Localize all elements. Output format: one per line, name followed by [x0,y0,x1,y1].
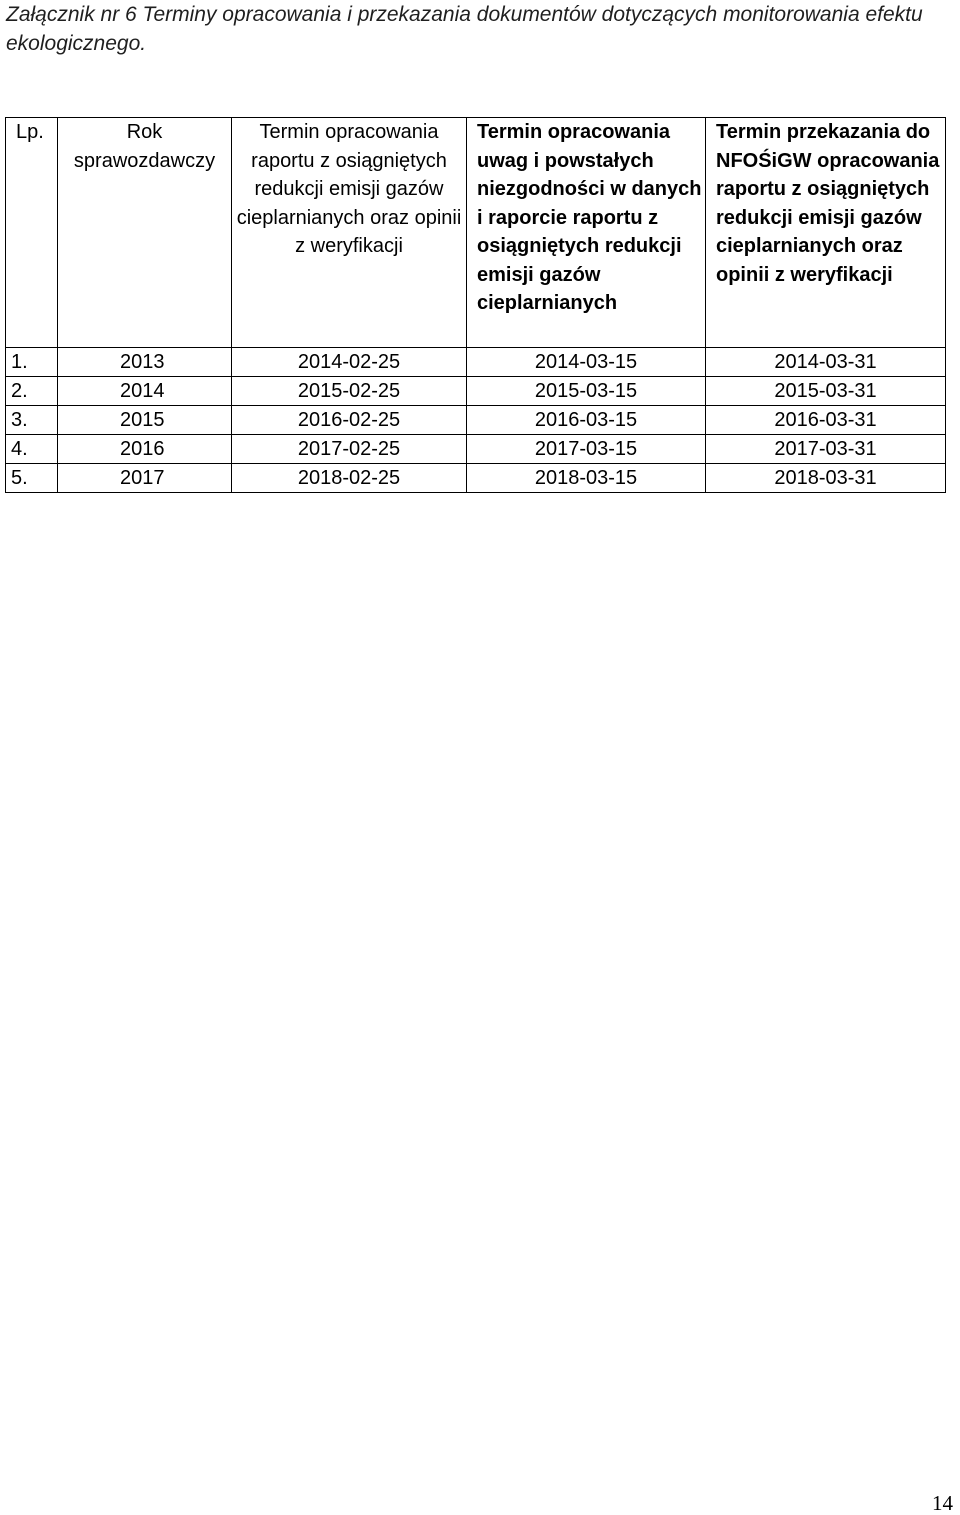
cell-lp: 5. [6,464,58,493]
cell-transfer-date: 2015-03-31 [706,377,946,406]
deadlines-table [5,117,946,493]
cell-remarks-date: 2015-03-15 [467,377,706,406]
cell-transfer-date: 2016-03-31 [706,406,946,435]
cell-year: 2014 [58,377,232,406]
header-report-deadline: Termin opracowania raportu z osiągniętych redukcji emisji gazów cieplarnianych oraz opinii z weryfikacji [232,118,467,348]
cell-report-date: 2014-02-25 [232,348,467,377]
cell-report-date: 2018-02-25 [232,464,467,493]
page-number: 14 [932,1491,953,1515]
header-transfer-deadline: Termin przekazania do NFOŚiGW opracowania raportu z osiągniętych redukcji emisji gazów cieplarnianych oraz opinii z weryfikacji [706,118,946,348]
cell-remarks-date: 2018-03-15 [467,464,706,493]
document-title: Załącznik nr 6 Terminy opracowania i przekazania dokumentów dotyczących monitorowania efektu ekologicznego. [6,3,923,55]
cell-remarks-date: 2016-03-15 [467,406,706,435]
cell-remarks-date: 2014-03-15 [467,348,706,377]
cell-lp: 3. [6,406,58,435]
cell-lp: 4. [6,435,58,464]
header-lp: Lp. [6,118,58,348]
cell-year: 2013 [58,348,232,377]
cell-year: 2017 [58,464,232,493]
table-row [6,435,946,464]
cell-year: 2015 [58,406,232,435]
header-reporting-year: Rok sprawozdawczy [58,118,232,348]
cell-report-date: 2015-02-25 [232,377,467,406]
cell-lp: 1. [6,348,58,377]
table-row [6,406,946,435]
cell-remarks-date: 2017-03-15 [467,435,706,464]
header-remarks-deadline: Termin opracowania uwag i powstałych niezgodności w danych i raporcie raportu z osiągniętych redukcji emisji gazów cieplarnianych [467,118,706,348]
cell-report-date: 2016-02-25 [232,406,467,435]
cell-report-date: 2017-02-25 [232,435,467,464]
cell-transfer-date: 2018-03-31 [706,464,946,493]
cell-lp: 2. [6,377,58,406]
table-row [6,377,946,406]
cell-transfer-date: 2014-03-31 [706,348,946,377]
cell-transfer-date: 2017-03-31 [706,435,946,464]
cell-year: 2016 [58,435,232,464]
table-row [6,464,946,493]
table-row [6,348,946,377]
table-header-row [6,118,946,348]
